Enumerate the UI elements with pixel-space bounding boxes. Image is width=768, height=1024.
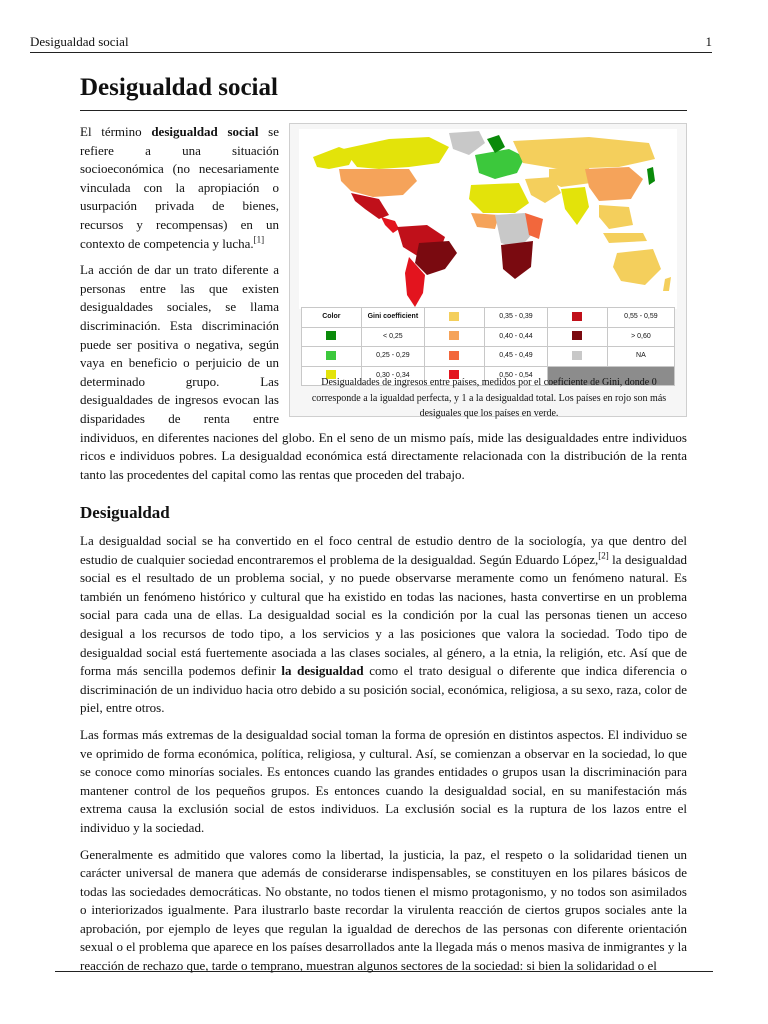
legend-range: 0,45 - 0,49 xyxy=(484,347,547,367)
text-run: como el trato desigual o diferente que indica diferencia o discriminación de un individuo hacia otro debido a su posición social, económica, religiosa, a su sexo, raza, color de piel, entre otros. xyxy=(80,663,687,716)
legend-swatch xyxy=(425,347,485,367)
intro-paragraph-2: La acción de dar un trato diferente a personas entre las que existen desigualdades sociales, se llama discriminación. Esta discriminación puede ser positiva o negativa, según vaya en beneficio o perjuicio de un determinado grupo. Las desigualdades de ingresos evocan las disparidades de renta entre individuos, en diferentes naciones del globo. En el seno de un mismo país, mide las desigualdades entre individuos ricos e individuos pobres. La desigualdad económica está directamente relacionada con la distribución de la renta tanto las procedentes del capital como las rentas que proceden del trabajo. xyxy=(80,262,687,482)
swatch-3 xyxy=(449,312,459,321)
figure-caption: Desigualdades de ingresos entre países, medidos por el coeficiente de Gini, donde 0 corresponde a la igualdad perfecta, y 1 a la desigualdad total. Los países en rojo son más desiguales que los países en verde. xyxy=(311,377,667,419)
running-title: Desigualdad social xyxy=(30,34,129,49)
legend-range: 0,35 - 0,39 xyxy=(484,308,547,328)
swatch-9 xyxy=(572,351,582,360)
legend-range: 0,55 - 0,59 xyxy=(607,308,674,328)
section-desigualdad xyxy=(80,500,687,984)
swatch-4 xyxy=(449,331,459,340)
page-number: 1 xyxy=(705,34,712,49)
section-paragraph-1 xyxy=(80,532,687,718)
swatch-8 xyxy=(572,331,582,340)
legend-swatch xyxy=(425,308,485,328)
legend-range: 0,40 - 0,44 xyxy=(484,327,547,347)
running-header xyxy=(30,34,712,53)
legend-swatch xyxy=(548,327,608,347)
legend-swatch xyxy=(425,327,485,347)
gini-legend xyxy=(301,307,675,380)
legend-range: NA xyxy=(607,347,674,367)
swatch-1 xyxy=(326,351,336,360)
text-run: La desigualdad social se ha convertido en el foco central de estudio dentro de la sociología, ya que dentro del estudio de cualquier sociedad encontraremos el problema de la desigualdad. Según Eduardo López, xyxy=(80,533,687,567)
section-heading: Desigualdad xyxy=(80,503,170,522)
intro xyxy=(80,123,687,492)
term-bold: desigualdad social xyxy=(151,124,259,139)
footer-rule xyxy=(55,971,713,972)
gini-figure xyxy=(289,123,687,417)
legend-gini-header: Gini coefficient xyxy=(361,308,424,328)
text-run: la desigualdad social es el resultado de un problema social, y no puede observarse meramente como un fenómeno natural. Es también un fenómeno histórico y cultural que ha existido en todas las naciones, hasta convertirse en un problema social para cada una de ellas. La desigualdad social es la condición por la cual las personas tienen un acceso desigual a los recursos de todo tipo, a los servicios y a las posiciones que valora la sociedad. Todo tipo de desigualdad social está fuertemente asociada a las clases sociales, al género, a la etnia, la religión, etc. Así que de forma más sencilla podemos definir xyxy=(80,551,687,679)
legend-range: > 0,60 xyxy=(607,327,674,347)
legend-swatch xyxy=(302,347,362,367)
term-bold: la desigualdad xyxy=(281,663,364,679)
reference-1[interactable]: [1] xyxy=(253,234,265,245)
swatch-0 xyxy=(326,331,336,340)
text-run: se refiere a una situación socioeconómica (no necesariamente vinculada con la apropiación o usurpación privada de bienes, recursos y recompensas) en un contexto de competencia y lucha. xyxy=(80,124,279,251)
page-title: Desigualdad social xyxy=(80,72,687,111)
swatch-5 xyxy=(449,351,459,360)
world-gini-map xyxy=(299,129,677,309)
legend-color-header: Color xyxy=(302,308,362,328)
swatch-7 xyxy=(572,312,582,321)
legend-swatch xyxy=(548,347,608,367)
legend-swatch xyxy=(302,327,362,347)
legend-range: 0,30 - 0,34 xyxy=(361,366,424,386)
section-paragraph-3: Generalmente es admitido que valores como la libertad, la justicia, la paz, el respeto o la solidaridad tienen un carácter universal de manera que además de considerarse indispensables, se constituyen en los pilares básicos de todas las sociedades democráticas. No obstante, no todos tienen el mismo protagonismo, y no todos son asimilados o interiorizados igualmente. Para ilustrarlo baste recordar la virulenta reacción de ciertos grupos sociales ante la aprobación, por ejemplo de leyes que regulan la igualdad de derechos de las personas con diferente orientación sexual o el problema que aparece en los países desarrollados ante la llegada más o menos masiva de inmigrantes y la reacción de rechazo que, tarde o temprano, muestran algunos sectores de la sociedad: si bien la solidaridad o el xyxy=(80,846,687,974)
legend-range: < 0,25 xyxy=(361,327,424,347)
legend-range: 0,50 - 0,54 xyxy=(484,366,547,386)
legend-range: 0,25 - 0,29 xyxy=(361,347,424,367)
reference-2[interactable]: [2] xyxy=(598,550,609,561)
legend-swatch xyxy=(548,308,608,328)
section-paragraph-2: Las formas más extremas de la desigualdad social toman la forma de opresión en distintos aspectos. El individuo se ve oprimido de forma económica, política, religiosa, y cultural. Así, se comienzan a observar en la sociedad, lo que se conoce como minorías sociales. Es entonces cuando las grandes entidades o grupos usan la discriminación para mantener control de los pequeños grupos. Es entonces cuando la desigualdad social, en su manifestación más extrema causa la exclusión social de estos individuos. La exclusión social es la ruptura de los lazos entre el individuo y la sociedad. xyxy=(80,726,687,835)
text-run: El término xyxy=(80,124,152,139)
